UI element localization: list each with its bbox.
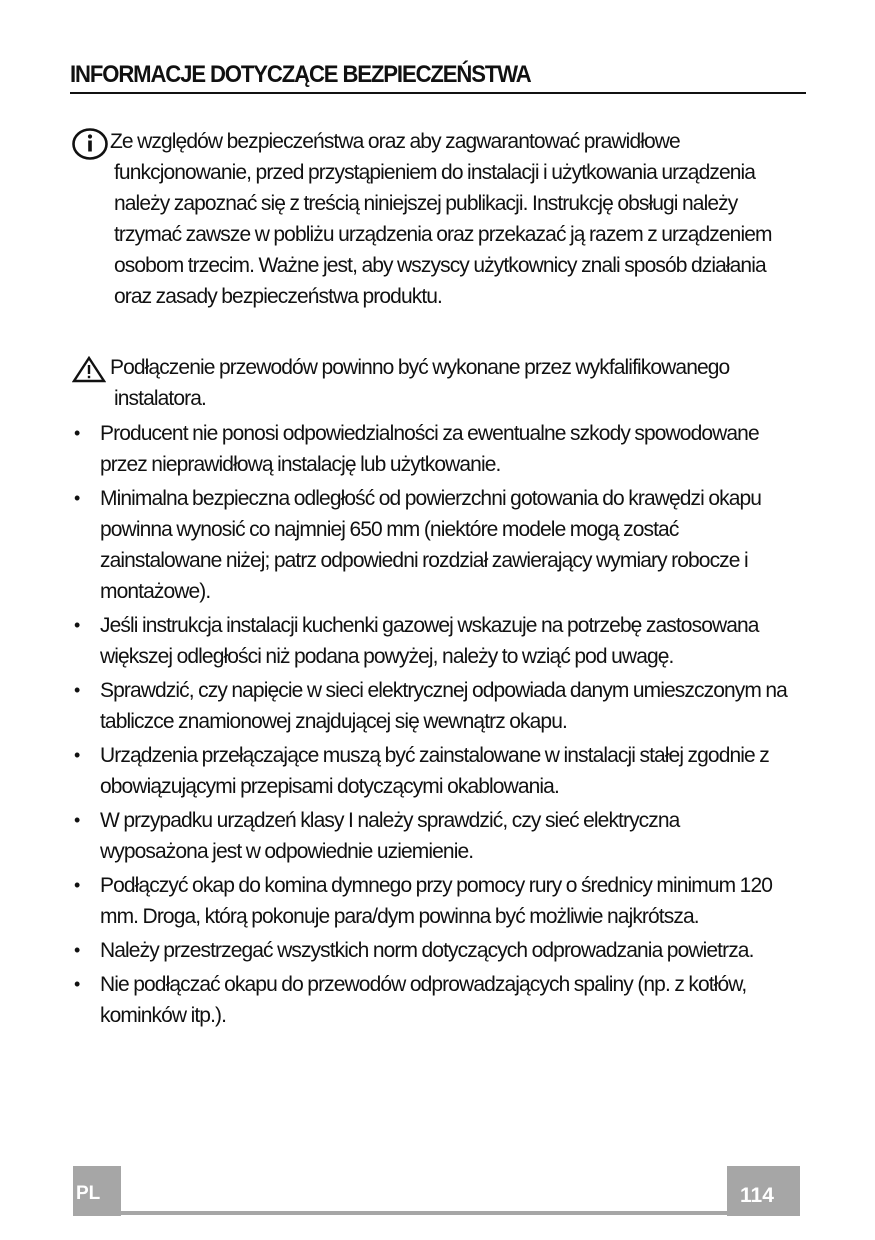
list-item-text: Podłączyć okap do komina dymnego przy pomocy rury o średnicy minimum 120 mm. Droga, którą pokonuje para/dym powinna być możliwie najkrótsza. [100,874,773,928]
bullet-marker: • [74,745,80,765]
info-text: Ze względów bezpieczeństwa oraz aby zagwarantować prawidłowe funkcjonowanie, przed przystąpieniem do instalacji i użytkowania urządzenia należy zapoznać się z treścią niniejszej publikacji. Instrukcję obsługi należy trzymać zawsze w pobliżu urządzenia oraz przekazać ją razem z urządzeniem osobom trzecim. Ważne jest, aby wszyscy użytkownicy znali sposób działania oraz zasady bezpieczeństwa produktu. [110,130,772,308]
list-item [70,740,790,802]
list-item [70,418,790,480]
footer-divider [119,1211,729,1215]
info-icon [71,127,109,161]
list-item-text: Sprawdzić, czy napięcie w sieci elektrycznej odpowiada danym umieszczonym na tabliczce znamionowej znajdującej się wewnątrz okapu. [100,679,787,733]
list-item-text: W przypadku urządzeń klasy I należy sprawdzić, czy sieć elektryczna wyposażona jest w odpowiednie uziemienie. [100,809,680,863]
list-item [70,969,790,1031]
bullet-marker: • [74,974,80,994]
bullet-marker: • [74,810,80,830]
language-badge: PL [73,1166,121,1216]
page-footer [73,1166,800,1216]
list-item-text: Należy przestrzegać wszystkich norm dotyczących odprowadzania powietrza. [100,939,754,962]
bullet-marker: • [74,940,80,960]
bullet-marker: • [74,488,80,508]
list-item-text: Nie podłączać okapu do przewodów odprowadzających spaliny (np. z kotłów, kominków itp.). [100,973,747,1027]
list-item-text: Minimalna bezpieczna odległość od powierzchni gotowania do krawędzi okapu powinna wynosić co najmniej 650 mm (niektóre modele mogą zostać zainstalowane niżej; patrz odpowiedni rozdział zawierający wymiary robocze i montażowe). [100,487,762,603]
page-title: INFORMACJE DOTYCZĄCE BEZPIECZEŃSTWA [70,61,531,88]
warning-triangle-icon [72,356,106,383]
list-item-text: Jeśli instrukcja instalacji kuchenki gazowej wskazuje na potrzebę zastosowana większej odległości niż podana powyżej, należy to wziąć pod uwagę. [100,614,759,668]
warning-text: Podłączenie przewodów powinno być wykonane przez wykfalifikowanego instalatora. [110,356,730,410]
list-item [70,805,790,867]
list-item-text: Urządzenia przełączające muszą być zainstalowane w instalacji stałej zgodnie z obowiązującymi przepisami dotyczącymi okablowania. [100,744,769,798]
bullet-marker: • [74,875,80,895]
info-notice [70,126,800,312]
page-heading [70,58,806,94]
list-item [70,870,790,932]
list-item [70,483,790,607]
list-item [70,610,790,672]
bullet-marker: • [74,423,80,443]
warning-notice [70,352,800,414]
page-number: 114 [727,1166,800,1216]
safety-bullet-list [70,418,790,1034]
bullet-marker: • [74,680,80,700]
list-item [70,935,790,966]
list-item [70,675,790,737]
bullet-marker: • [74,615,80,635]
list-item-text: Producent nie ponosi odpowiedzialności za ewentualne szkody spowodowane przez nieprawidłową instalację lub użytkowanie. [100,422,759,476]
